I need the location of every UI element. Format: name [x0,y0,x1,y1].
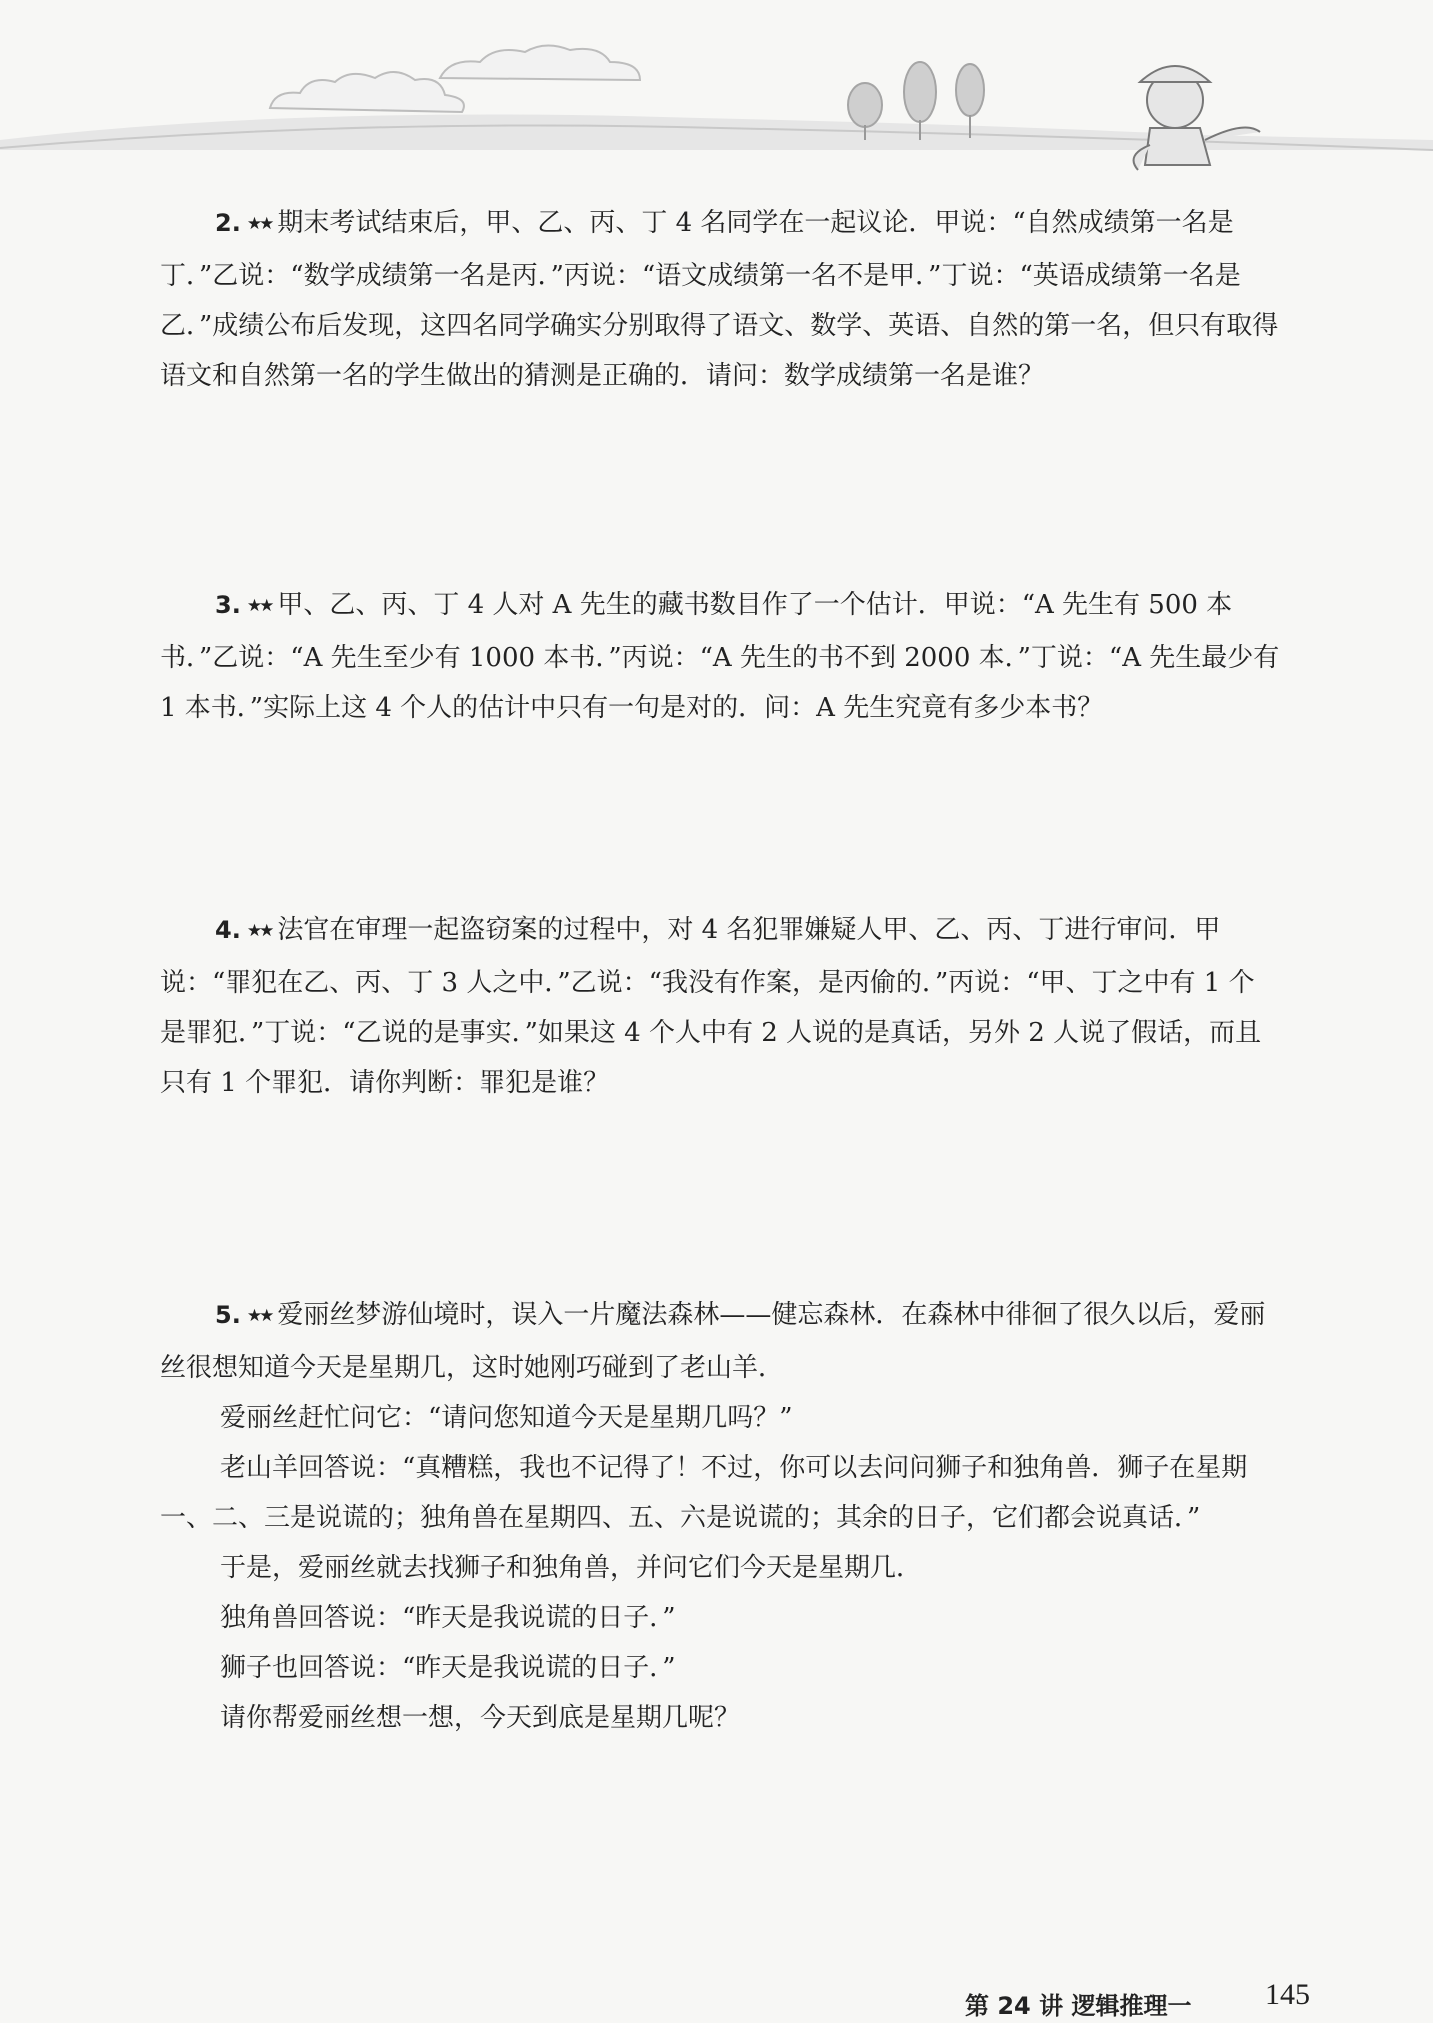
problem-text: 甲、乙、丙、丁 4 人对 A 先生的藏书数目作了一个估计．甲说：“A 先生有 500 本书．”乙说：“A 先生至少有 1000 本书．”丙说：“A 先生的书不到 2000 本．”丁说：“A 先生最少有 1 本书．”实际上这 4 个人的估计中只有一句是对的．问：A 先生究竟有多少本书？ [160,590,1280,723]
difficulty-stars-icon: ★★ [246,921,272,941]
difficulty-stars-icon: ★★ [246,596,272,616]
problem-text: 期末考试结束后，甲、乙、丙、丁 4 名同学在一起议论．甲说：“自然成绩第一名是丁．”乙说：“数学成绩第一名是丙．”丙说：“语文成绩第一名不是甲．”丁说：“英语成绩第一名是乙．”成绩公布后发现，这四名同学确实分别取得了语文、数学、英语、自然的第一名，但只有取得语文和自然第一名的学生做出的猜测是正确的．请问：数学成绩第一名是谁？ [160,208,1279,391]
difficulty-stars-icon: ★★ [246,1306,272,1326]
header-banner-illustration [0,0,1433,190]
problem-paragraph: 独角兽回答说：“昨天是我说谎的日子．” [220,1603,676,1633]
chapter-footer: 第 24 讲 逻辑推理一 [965,1992,1192,2020]
problem-paragraph: 请你帮爱丽丝想一想，今天到底是星期几呢？ [220,1703,741,1733]
problem-4 [160,905,1280,1108]
problem-2 [160,198,1280,401]
problem-number: 3. [215,591,241,619]
problem-paragraph: 于是，爱丽丝就去找狮子和独角兽，并问它们今天是星期几． [220,1553,923,1583]
problem-text: 爱丽丝梦游仙境时，误入一片魔法森林——健忘森林．在森林中徘徊了很久以后，爱丽丝很想知道今天是星期几，这时她刚巧碰到了老山羊． [160,1300,1266,1383]
problem-5 [160,1290,1280,1743]
problem-paragraph: 狮子也回答说：“昨天是我说谎的日子．” [220,1653,676,1683]
problem-number: 4. [215,916,241,944]
problem-paragraph: 爱丽丝赶忙问它：“请问您知道今天是星期几吗？” [220,1403,793,1433]
problem-number: 2. [215,209,241,237]
cartoon-child-icon [1134,66,1260,170]
problem-number: 5. [215,1301,241,1329]
difficulty-stars-icon: ★★ [246,214,272,234]
cloud-icon [270,45,640,112]
problem-paragraph: 老山羊回答说：“真糟糕，我也不记得了！不过，你可以去问问狮子和独角兽．狮子在星期一、二、三是说谎的；独角兽在星期四、五、六是说谎的；其余的日子，它们都会说真话．” [160,1453,1248,1533]
page-number: 145 [1265,1978,1310,2011]
problem-3 [160,580,1280,733]
problem-text: 法官在审理一起盗窃案的过程中，对 4 名犯罪嫌疑人甲、乙、丙、丁进行审问．甲说：“罪犯在乙、丙、丁 3 人之中．”乙说：“我没有作案，是丙偷的．”丙说：“甲、丁之中有 1 个是罪犯．”丁说：“乙说的是事实．”如果这 4 个人中有 2 人说的是真话，另外 2 人说了假话，而且只有 1 个罪犯．请你判断：罪犯是谁？ [160,915,1262,1098]
tree-icon [848,62,984,127]
